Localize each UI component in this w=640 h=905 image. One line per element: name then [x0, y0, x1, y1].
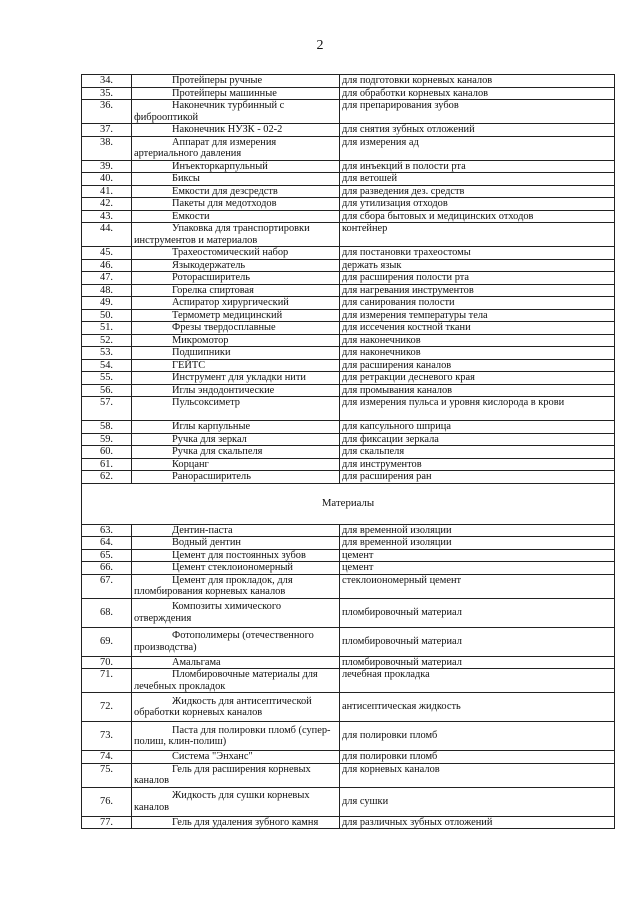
item-purpose: для полировки пломб	[340, 751, 615, 764]
item-name: Термометр медицинский	[172, 309, 283, 321]
equipment-rows	[82, 75, 615, 484]
row-number: 54.	[82, 359, 132, 372]
materials-rows	[82, 524, 615, 829]
item-name: Гель для расширения корневых каналов	[134, 763, 311, 786]
item-name-cell	[132, 247, 340, 260]
table-row	[82, 446, 615, 459]
item-purpose: для временной изоляции	[340, 537, 615, 550]
item-purpose: для корневых каналов	[340, 763, 615, 787]
item-name-cell	[132, 372, 340, 385]
item-name: Трахеостомический набор	[172, 247, 289, 258]
item-purpose: для полировки пломб	[340, 722, 615, 751]
item-name-cell	[132, 562, 340, 575]
table-row	[82, 816, 615, 829]
table-row	[82, 549, 615, 562]
item-name-cell	[132, 136, 340, 160]
table-row	[82, 223, 615, 247]
item-name: Пульсоксиметр	[172, 397, 240, 408]
table-row	[82, 669, 615, 693]
item-purpose: лечебная прокладка	[340, 669, 615, 693]
item-name: Аспиратор хирургический	[172, 297, 289, 308]
table-row	[82, 433, 615, 446]
item-name: Дентин-паста	[172, 524, 233, 536]
item-purpose: для измерения температуры тела	[340, 309, 615, 322]
item-name-cell	[132, 185, 340, 198]
item-name-cell	[132, 537, 340, 550]
item-name-cell	[132, 297, 340, 310]
section-header-body	[82, 483, 615, 524]
table-row	[82, 471, 615, 484]
item-purpose: для измерения пульса и уровня кислорода в крови	[340, 397, 615, 421]
item-name-cell	[132, 124, 340, 137]
table-row	[82, 421, 615, 434]
item-purpose: для инъекций в полости рта	[340, 160, 615, 173]
item-purpose: держать язык	[340, 259, 615, 272]
table-row	[82, 210, 615, 223]
item-purpose: для сбора бытовых и медицинских отходов	[340, 210, 615, 223]
section-title: Материалы	[82, 483, 615, 524]
item-name: Протейперы машинные	[172, 87, 277, 99]
table-row	[82, 173, 615, 186]
table-row	[82, 384, 615, 397]
item-purpose: для инструментов	[340, 458, 615, 471]
item-name: Паста для полировки пломб (супер-полиш, клин-полиш)	[134, 724, 331, 747]
item-name-cell	[132, 173, 340, 186]
section-header-row	[82, 483, 615, 524]
row-number: 38.	[82, 136, 132, 160]
item-purpose: для обработки корневых каналов	[340, 87, 615, 100]
item-name-cell	[132, 787, 340, 816]
item-name: ГЕЙТС	[172, 359, 206, 371]
item-name: Иглы эндодонтические	[172, 384, 275, 396]
row-number: 45.	[82, 247, 132, 260]
item-purpose: для скальпеля	[340, 446, 615, 459]
row-number: 55.	[82, 372, 132, 385]
item-name-cell	[132, 359, 340, 372]
item-name-cell	[132, 100, 340, 124]
table-row	[82, 136, 615, 160]
page-number: 2	[316, 38, 324, 53]
row-number: 74.	[82, 751, 132, 764]
item-name-cell	[132, 458, 340, 471]
item-name-cell	[132, 309, 340, 322]
item-purpose: для различных зубных отложений	[340, 816, 615, 829]
item-name-cell	[132, 87, 340, 100]
row-number: 73.	[82, 722, 132, 751]
row-number: 65.	[82, 549, 132, 562]
table-row	[82, 372, 615, 385]
row-number: 48.	[82, 284, 132, 297]
item-name: Упаковка для транспортировки инструментов и материалов	[134, 223, 310, 246]
item-name-cell	[132, 524, 340, 537]
row-number: 63.	[82, 524, 132, 537]
item-name: Цемент стеклоиономерный	[172, 562, 293, 573]
item-name: Жидкость для антисептической обработки корневых каналов	[134, 695, 312, 718]
item-name: Пакеты для медотходов	[172, 198, 277, 209]
table-row	[82, 574, 615, 598]
item-purpose: для иссечения костной ткани	[340, 322, 615, 335]
row-number: 70.	[82, 656, 132, 669]
item-name-cell	[132, 272, 340, 285]
item-name-cell	[132, 722, 340, 751]
table-row	[82, 198, 615, 211]
item-name: Ранорасширитель	[172, 471, 251, 482]
table-row	[82, 272, 615, 285]
item-name-cell	[132, 763, 340, 787]
row-number: 53.	[82, 347, 132, 360]
row-number: 51.	[82, 322, 132, 335]
item-name-cell	[132, 693, 340, 722]
item-name: Инструмент для укладки нити	[172, 372, 306, 383]
item-name-cell	[132, 656, 340, 669]
item-name: Подшипники	[172, 347, 231, 358]
item-name: Ручка для скальпеля	[172, 446, 263, 457]
item-name-cell	[132, 223, 340, 247]
item-purpose: для наконечников	[340, 334, 615, 347]
item-purpose: стеклоиономерный цемент	[340, 574, 615, 598]
item-name: Языкодержатель	[172, 259, 246, 271]
table-row	[82, 751, 615, 764]
table-row	[82, 87, 615, 100]
item-purpose: для измерения ад	[340, 136, 615, 160]
item-name-cell	[132, 549, 340, 562]
item-name-cell	[132, 384, 340, 397]
item-name: Амальгама	[172, 656, 221, 668]
item-name-cell	[132, 669, 340, 693]
table-row	[82, 524, 615, 537]
item-purpose: пломбировочный материал	[340, 627, 615, 656]
item-name: Биксы	[172, 173, 200, 184]
item-name: Наконечник НУЗК - 02-2	[172, 124, 283, 135]
item-name: Микромотор	[172, 334, 229, 346]
row-number: 39.	[82, 160, 132, 173]
row-number: 49.	[82, 297, 132, 310]
table-row	[82, 259, 615, 272]
item-name-cell	[132, 322, 340, 335]
item-purpose: для постановки трахеостомы	[340, 247, 615, 260]
item-name: Гель для удаления зубного камня	[172, 816, 319, 828]
item-purpose: для расширения ран	[340, 471, 615, 484]
item-name: Водный дентин	[172, 537, 241, 548]
row-number: 59.	[82, 433, 132, 446]
row-number: 43.	[82, 210, 132, 223]
item-name: Роторасширитель	[172, 272, 250, 283]
row-number: 52.	[82, 334, 132, 347]
row-number: 46.	[82, 259, 132, 272]
item-name-cell	[132, 347, 340, 360]
item-name-cell	[132, 471, 340, 484]
item-purpose: контейнер	[340, 223, 615, 247]
table-row	[82, 537, 615, 550]
row-number: 57.	[82, 397, 132, 421]
item-purpose: для разведения дез. средств	[340, 185, 615, 198]
table-row	[82, 347, 615, 360]
table-row	[82, 397, 615, 421]
item-purpose: для утилизация отходов	[340, 198, 615, 211]
item-purpose: цемент	[340, 549, 615, 562]
item-name-cell	[132, 160, 340, 173]
row-number: 42.	[82, 198, 132, 211]
table-row	[82, 297, 615, 310]
table-row	[82, 722, 615, 751]
item-purpose: для расширения каналов	[340, 359, 615, 372]
table-row	[82, 562, 615, 575]
item-name-cell	[132, 75, 340, 88]
row-number: 58.	[82, 421, 132, 434]
row-number: 41.	[82, 185, 132, 198]
item-name: Фрезы твердосплавные	[172, 322, 276, 333]
item-name: Композиты химического отверждения	[134, 601, 282, 624]
table-row	[82, 100, 615, 124]
row-number: 66.	[82, 562, 132, 575]
row-number: 69.	[82, 627, 132, 656]
table-row	[82, 284, 615, 297]
item-purpose: для препарирования зубов	[340, 100, 615, 124]
item-purpose: для сушки	[340, 787, 615, 816]
item-name: Емкости для дезсредств	[172, 185, 278, 197]
table-row	[82, 627, 615, 656]
item-purpose: для временной изоляции	[340, 524, 615, 537]
item-name-cell	[132, 433, 340, 446]
item-name: Ручка для зеркал	[172, 433, 247, 445]
row-number: 62.	[82, 471, 132, 484]
row-number: 72.	[82, 693, 132, 722]
item-name-cell	[132, 574, 340, 598]
row-number: 76.	[82, 787, 132, 816]
row-number: 36.	[82, 100, 132, 124]
row-number: 47.	[82, 272, 132, 285]
table-row	[82, 763, 615, 787]
row-number: 40.	[82, 173, 132, 186]
item-name: Цемент для прокладок, для пломбирования корневых каналов	[134, 574, 293, 597]
table-row	[82, 124, 615, 137]
item-purpose: для ветошей	[340, 173, 615, 186]
item-name: Инъекторкарпульный	[172, 160, 268, 172]
item-name: Пломбировочные материалы для лечебных прокладок	[134, 669, 318, 692]
item-name-cell	[132, 198, 340, 211]
row-number: 37.	[82, 124, 132, 137]
item-purpose: для подготовки корневых каналов	[340, 75, 615, 88]
item-name: Протейперы ручные	[172, 75, 263, 86]
table-row	[82, 334, 615, 347]
item-name-cell	[132, 627, 340, 656]
row-number: 75.	[82, 763, 132, 787]
table-row	[82, 693, 615, 722]
item-name: Жидкость для сушки корневых каналов	[134, 790, 310, 813]
item-purpose: для наконечников	[340, 347, 615, 360]
item-name: Емкости	[172, 210, 210, 222]
item-name: Наконечник турбинный с фиброоптикой	[134, 100, 285, 123]
item-name-cell	[132, 397, 340, 421]
table-row	[82, 160, 615, 173]
item-purpose: для промывания каналов	[340, 384, 615, 397]
row-number: 67.	[82, 574, 132, 598]
item-name: Иглы карпульные	[172, 421, 251, 432]
row-number: 35.	[82, 87, 132, 100]
row-number: 44.	[82, 223, 132, 247]
table-row	[82, 309, 615, 322]
table-row	[82, 598, 615, 627]
row-number: 77.	[82, 816, 132, 829]
equipment-table	[81, 74, 615, 829]
item-name: Горелка спиртовая	[172, 284, 254, 296]
item-purpose: для санирования полости	[340, 297, 615, 310]
item-purpose: для снятия зубных отложений	[340, 124, 615, 137]
row-number: 71.	[82, 669, 132, 693]
row-number: 56.	[82, 384, 132, 397]
item-purpose: для расширения полости рта	[340, 272, 615, 285]
item-name-cell	[132, 598, 340, 627]
row-number: 64.	[82, 537, 132, 550]
item-name-cell	[132, 751, 340, 764]
table-row	[82, 322, 615, 335]
item-name: Аппарат для измерения артериального давления	[134, 136, 277, 159]
table-row	[82, 458, 615, 471]
table-row	[82, 75, 615, 88]
table-row	[82, 656, 615, 669]
item-purpose: пломбировочный материал	[340, 656, 615, 669]
item-purpose: для ретракции десневого края	[340, 372, 615, 385]
row-number: 68.	[82, 598, 132, 627]
table-row	[82, 359, 615, 372]
item-name: Система "Энханс"	[172, 751, 253, 762]
item-purpose: для фиксации зеркала	[340, 433, 615, 446]
item-purpose: антисептическая жидкость	[340, 693, 615, 722]
row-number: 50.	[82, 309, 132, 322]
row-number: 60.	[82, 446, 132, 459]
row-number: 34.	[82, 75, 132, 88]
row-number: 61.	[82, 458, 132, 471]
item-name-cell	[132, 259, 340, 272]
item-purpose: для капсульного шприца	[340, 421, 615, 434]
table-row	[82, 787, 615, 816]
item-name: Корцанг	[172, 458, 209, 470]
item-name: Цемент для постоянных зубов	[172, 549, 306, 561]
item-purpose: цемент	[340, 562, 615, 575]
item-name-cell	[132, 334, 340, 347]
table-row	[82, 247, 615, 260]
item-name-cell	[132, 210, 340, 223]
item-name-cell	[132, 421, 340, 434]
item-purpose: пломбировочный материал	[340, 598, 615, 627]
item-name-cell	[132, 284, 340, 297]
item-name-cell	[132, 446, 340, 459]
item-name-cell	[132, 816, 340, 829]
table-row	[82, 185, 615, 198]
item-name: Фотополимеры (отечественного производства)	[134, 630, 314, 653]
item-purpose: для нагревания инструментов	[340, 284, 615, 297]
